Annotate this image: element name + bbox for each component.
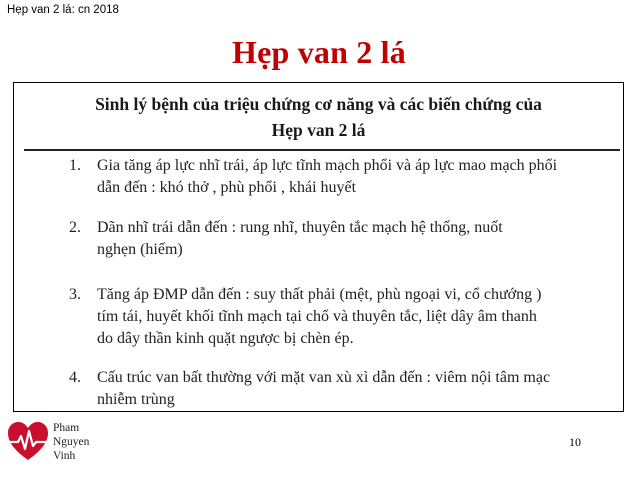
scanned-text-box [13,82,624,412]
heading-divider [24,149,620,151]
item-text-line: Tăng áp ĐMP dẫn đến : suy thất phải (mệt, phù ngoại vi, cổ chướng ) [97,286,542,303]
author-logo [6,418,106,470]
logo-line-1: Pham [53,422,80,434]
item-number: 1. [69,157,81,174]
item-number: 3. [69,286,81,303]
header-label: Hẹp van 2 lá: cn 2018 [7,4,119,16]
item-text-line: nghẹn (hiếm) [97,241,183,258]
item-text-line: Cấu trúc van bất thường với mặt van xù xì dẫn đến : viêm nội tâm mạc [97,369,551,386]
item-text-line: do dây thần kinh quặt ngược bị chèn ép. [97,330,354,347]
item-text-line: Gia tăng áp lực nhĩ trái, áp lực tĩnh mạch phổi và áp lực mao mạch phổi [97,157,558,174]
item-text-line: nhiễm trùng [97,391,175,408]
logo-line-2: Nguyen [53,436,90,448]
item-number: 4. [69,369,81,386]
slide-title: Hẹp van 2 lá [232,34,406,70]
page-number: 10 [569,435,581,449]
logo-text [53,421,89,463]
logo-line-3: Vinh [53,450,76,462]
scan-heading-line-1: Sinh lý bệnh của triệu chứng cơ năng và các biến chứng của [95,94,542,114]
heartbeat-heart-icon [6,420,50,464]
item-number: 2. [69,219,81,236]
item-text-line: dẫn đến : khó thở , phù phổi , khái huyết [97,179,357,196]
scan-heading [14,91,623,143]
item-text-line: Dãn nhĩ trái dẫn đến : rung nhĩ, thuyên tắc mạch hệ thống, nuốt [97,219,503,236]
scan-heading-line-2: Hẹp van 2 lá [271,120,366,140]
item-text-line: tím tái, huyết khối tĩnh mạch tại chổ và thuyên tắc, liệt dây âm thanh [97,308,537,325]
